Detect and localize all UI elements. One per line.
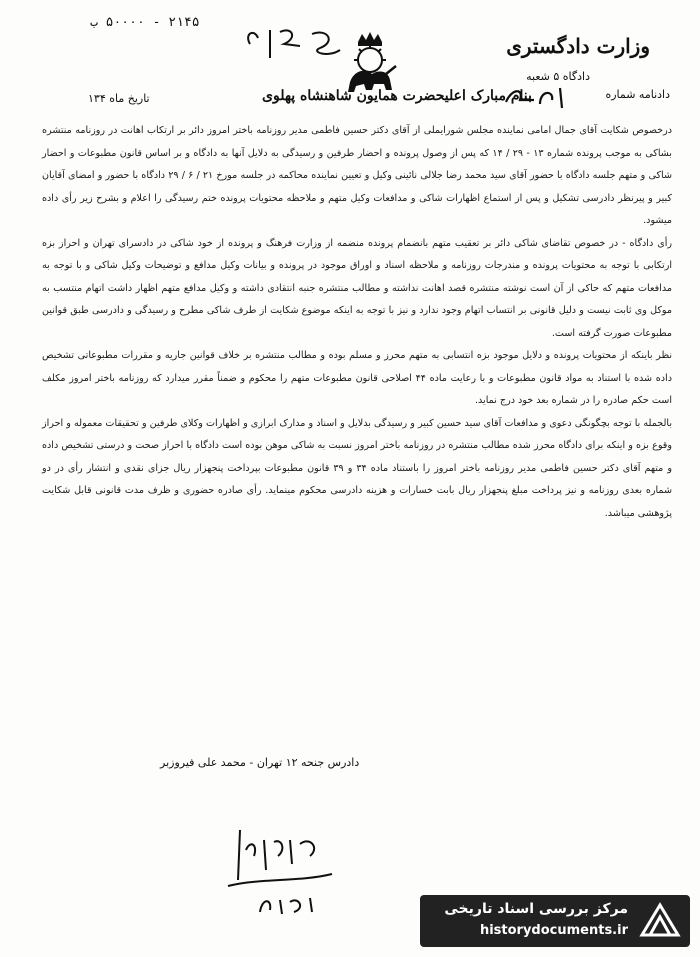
court-field: دادگاه ۵ شعبه: [526, 70, 590, 83]
archive-name: مرکز بررسی اسناد تاریخی: [444, 901, 628, 917]
body-paragraph: بالجمله با توجه بچگونگی دعوی و مدافعات آقای سید حسین کبیر و رسیدگی بدلایل و اسناد و مدارک ابرازی و اظهارات وکلای طرفین و تحقیقات معموله و احراز وقوع بزه و اینکه برای دادگاه محرز شده مطالب منتشره در روزنامه باختر امروز نسبت به شاکی موهن بوده است دادگاه با احراز صحت و درستی تشخیص داده و متهم آقای دکتر حسین فاطمی مدیر روزنامه باختر امروز را باستناد ماده ۳۴ و ۳۹ قانون مطبوعات بپرداخت پنجهزار ریال جزای نقدی و انتشار رأی در دو شماره بعدی روزنامه و نیز پرداخت مبلغ پنجهزار ریال بابت خسارات و هزینه دادرسی محکوم مینماید. رأی صادره حضوری و ظرف مدت قانونی قابل شکایت پژوهشی میباشد.: [42, 417, 672, 519]
verdict-body: [42, 120, 672, 525]
date-field: تاریخ ماه ۱۳۴: [88, 92, 150, 105]
form-serial-number: ۲۱۴۵ - ۵۰۰۰۰ ب: [90, 15, 200, 30]
royal-banner: بنام مبارک اعلیحضرت همایون شاهنشاه پهلوی: [262, 88, 532, 104]
handwritten-top-note: [240, 24, 350, 64]
archive-url: historydocuments.ir: [479, 923, 628, 938]
handwritten-signature: [220, 820, 340, 920]
archive-watermark: [420, 895, 690, 947]
body-paragraph: رأی دادگاه - در خصوص تقاضای شاکی دائر بر تعقیب متهم بانضمام پرونده منضمه از وزارت فرهنگ و پرونده از خود شاکی در دادسرای تهران و احراز بزه ارتکابی با توجه به محتویات پرونده و مندرجات روزنامه و ملاحظه اسناد و اوراق موجود در پرونده و بیانات وکیل مدافع و توضیحات وکیل شاکی و با توجه به مدافعات متهم که حاکی از آن است نوشته منتشره قصد اهانت نداشته و مطالب منتشره جنبه انتقادی داشته و وکیل مدافع متهم اظهار داشت اتهام منتسب به موکل وی ثابت نیست و دلیل قانونی بر انتساب اتهام وجود ندارد و نیز با توجه به اینکه موضوع شکایت از طرف شاکی مطرح و رسیدگی و دادرسی طبق قوانین مطبوعات صورت گرفته است.: [42, 237, 672, 339]
judge-signature-line: دادرس جنحه ۱۲ تهران - محمد علی فیروزبر: [160, 756, 360, 769]
ministry-title: وزارت دادگستری: [506, 34, 650, 58]
verdict-number-field: دادنامه شماره: [605, 88, 670, 101]
archive-logo-icon: [638, 901, 682, 941]
body-paragraph: درخصوص شکایت آقای جمال امامی نماینده مجلس شورایملی از آقای دکتر حسین فاطمی مدیر روزنامه باختر امروز دائر بر ارتکاب اهانت در روزنامه منتشره بشاکی به موجب پرونده شماره ۱۳ - ۲۹ / ۱۴ که پس از وصول پرونده و احضار طرفین و رسیدگی به دلایل آنها به دادگاه و بر اساس قانون مطبوعات و احضار شاکی و متهم جلسه دادگاه با حضور آقای سید محمد رضا جلالی نائینی وکیل و تعیین نماینده محاکمه در جلسه مورخ ۲۱ / ۶ / ۲۹ دادگاه با حضور و امضای آقایان کبیر و پیرنظر دادرسی تشکیل و پس از استماع اظهارات شاکی و مدافعات وکیل متهم و ملاحظه محتویات پرونده ختم رسیدگی را اعلام و بشرح زیر رأی داده میشود.: [42, 125, 673, 226]
body-paragraph: نظر باینکه از محتویات پرونده و دلایل موجود بزه انتسابی به متهم محرز و مسلم بوده و مطالب منتشره بر خلاف قوانین جاریه و مقررات مطبوعاتی تشخیص داده شده با استناد به مواد قانون مطبوعات و با رعایت ماده ۴۴ اصلاحی قانون مطبوعات متهم را محکوم و ضمناً مقرر میدارد که روزنامه باختر امروز مکلف است حکم صادره را در شماره بعد خود درج نماید.: [42, 350, 672, 406]
